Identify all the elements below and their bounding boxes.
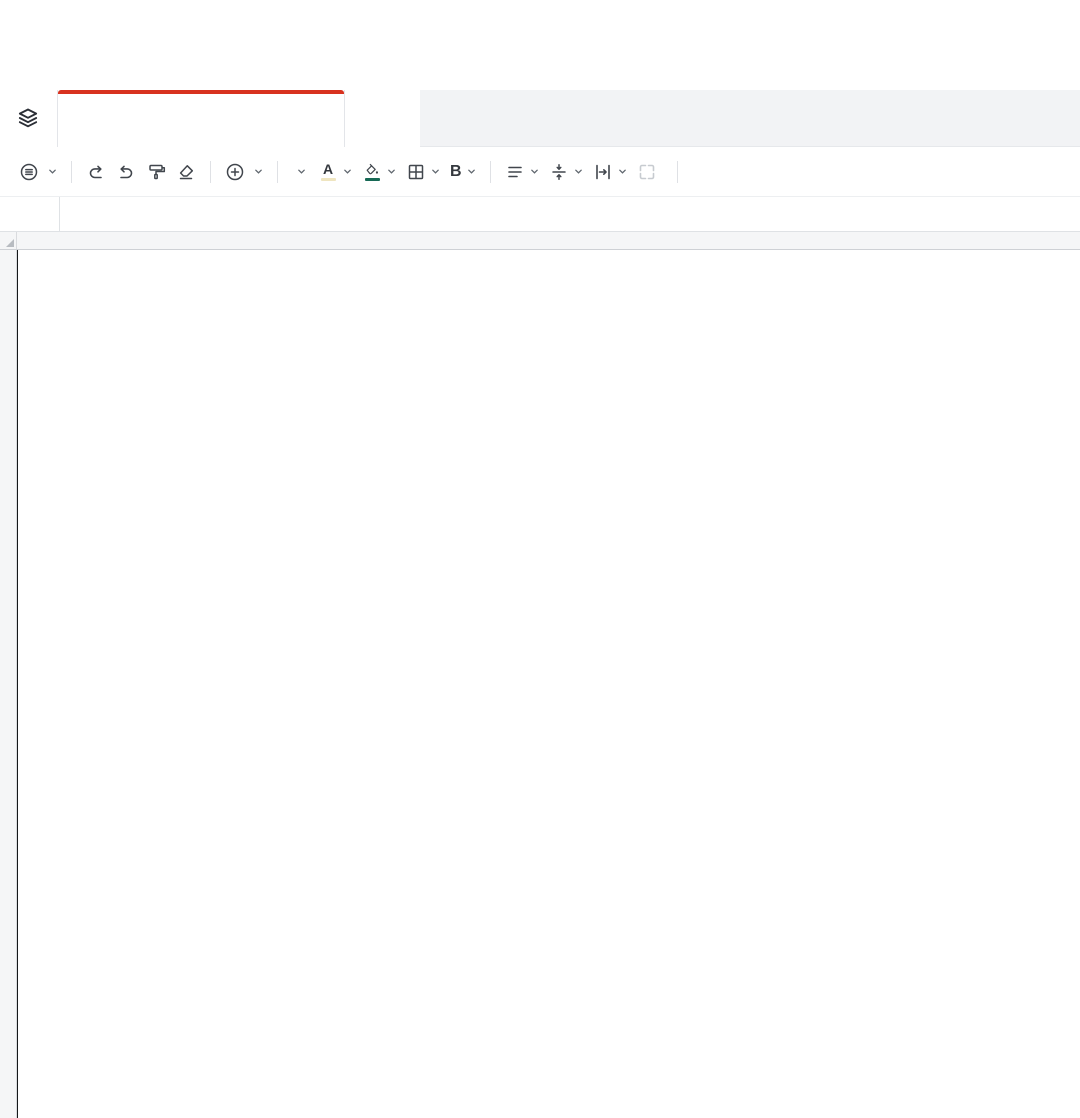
redo-icon: [116, 162, 136, 182]
tab-accent-bar: [58, 90, 344, 94]
eraser-button[interactable]: [171, 159, 201, 185]
sheet-list-icon[interactable]: [16, 106, 40, 130]
chevron-down-icon: [530, 167, 539, 176]
chevron-down-icon: [467, 167, 476, 176]
sheet-tab-strip: [0, 90, 1080, 147]
text-color-button[interactable]: [313, 159, 357, 184]
format-painter-button[interactable]: [141, 159, 171, 185]
chevron-down-icon: [431, 167, 440, 176]
merge-cells-button[interactable]: [632, 159, 662, 185]
fill-color-button[interactable]: [357, 159, 401, 184]
chevron-down-icon: [343, 167, 352, 176]
chevron-down-icon: [574, 167, 583, 176]
vertical-align-button[interactable]: [544, 159, 588, 185]
menu-button[interactable]: [14, 159, 62, 185]
borders-icon: [406, 162, 426, 182]
chevron-down-icon: [48, 167, 57, 176]
bold-button[interactable]: [445, 160, 481, 184]
row-number-gutter: [0, 250, 17, 1118]
top-bar: [0, 0, 1080, 90]
sheet-table: [17, 250, 1080, 1118]
horizontal-align-button[interactable]: [500, 159, 544, 185]
text-color-icon: A: [318, 162, 338, 181]
undo-icon: [86, 162, 106, 182]
undo-button[interactable]: [81, 159, 111, 185]
column-header-row: [0, 232, 1080, 250]
text-wrap-icon: [593, 162, 613, 182]
tab-strip-background: [420, 90, 1080, 147]
eraser-icon: [176, 162, 196, 182]
toolbar-separator: [210, 161, 211, 183]
format-painter-icon: [146, 162, 166, 182]
toolbar: [0, 147, 1080, 197]
tab-active-sheet[interactable]: [57, 90, 345, 147]
grid-body: [0, 250, 1080, 1118]
cell-name-box[interactable]: [0, 197, 60, 231]
borders-button[interactable]: [401, 159, 445, 185]
toolbar-separator: [277, 161, 278, 183]
font-size-select[interactable]: [287, 164, 311, 179]
bold-icon: B: [450, 162, 462, 180]
toolbar-separator: [490, 161, 491, 183]
text-wrap-button[interactable]: [588, 159, 632, 185]
breadcrumb: [10, 12, 1080, 40]
v-align-icon: [549, 162, 569, 182]
toolbar-separator: [677, 161, 678, 183]
h-align-icon: [505, 162, 525, 182]
plus-circle-icon: [225, 162, 245, 182]
chevron-down-icon: [387, 167, 396, 176]
toolbar-separator: [71, 161, 72, 183]
chevron-down-icon: [297, 167, 306, 176]
merge-cells-icon: [637, 162, 657, 182]
chevron-down-icon: [618, 167, 627, 176]
menu-circle-icon: [19, 162, 39, 182]
fill-color-icon: [362, 162, 382, 181]
chevron-down-icon: [254, 167, 263, 176]
select-all-corner[interactable]: [0, 232, 17, 249]
insert-button[interactable]: [220, 159, 268, 185]
formula-input[interactable]: [60, 197, 1080, 231]
formula-bar: [0, 197, 1080, 232]
redo-button[interactable]: [111, 159, 141, 185]
number-format-button[interactable]: [687, 169, 697, 175]
